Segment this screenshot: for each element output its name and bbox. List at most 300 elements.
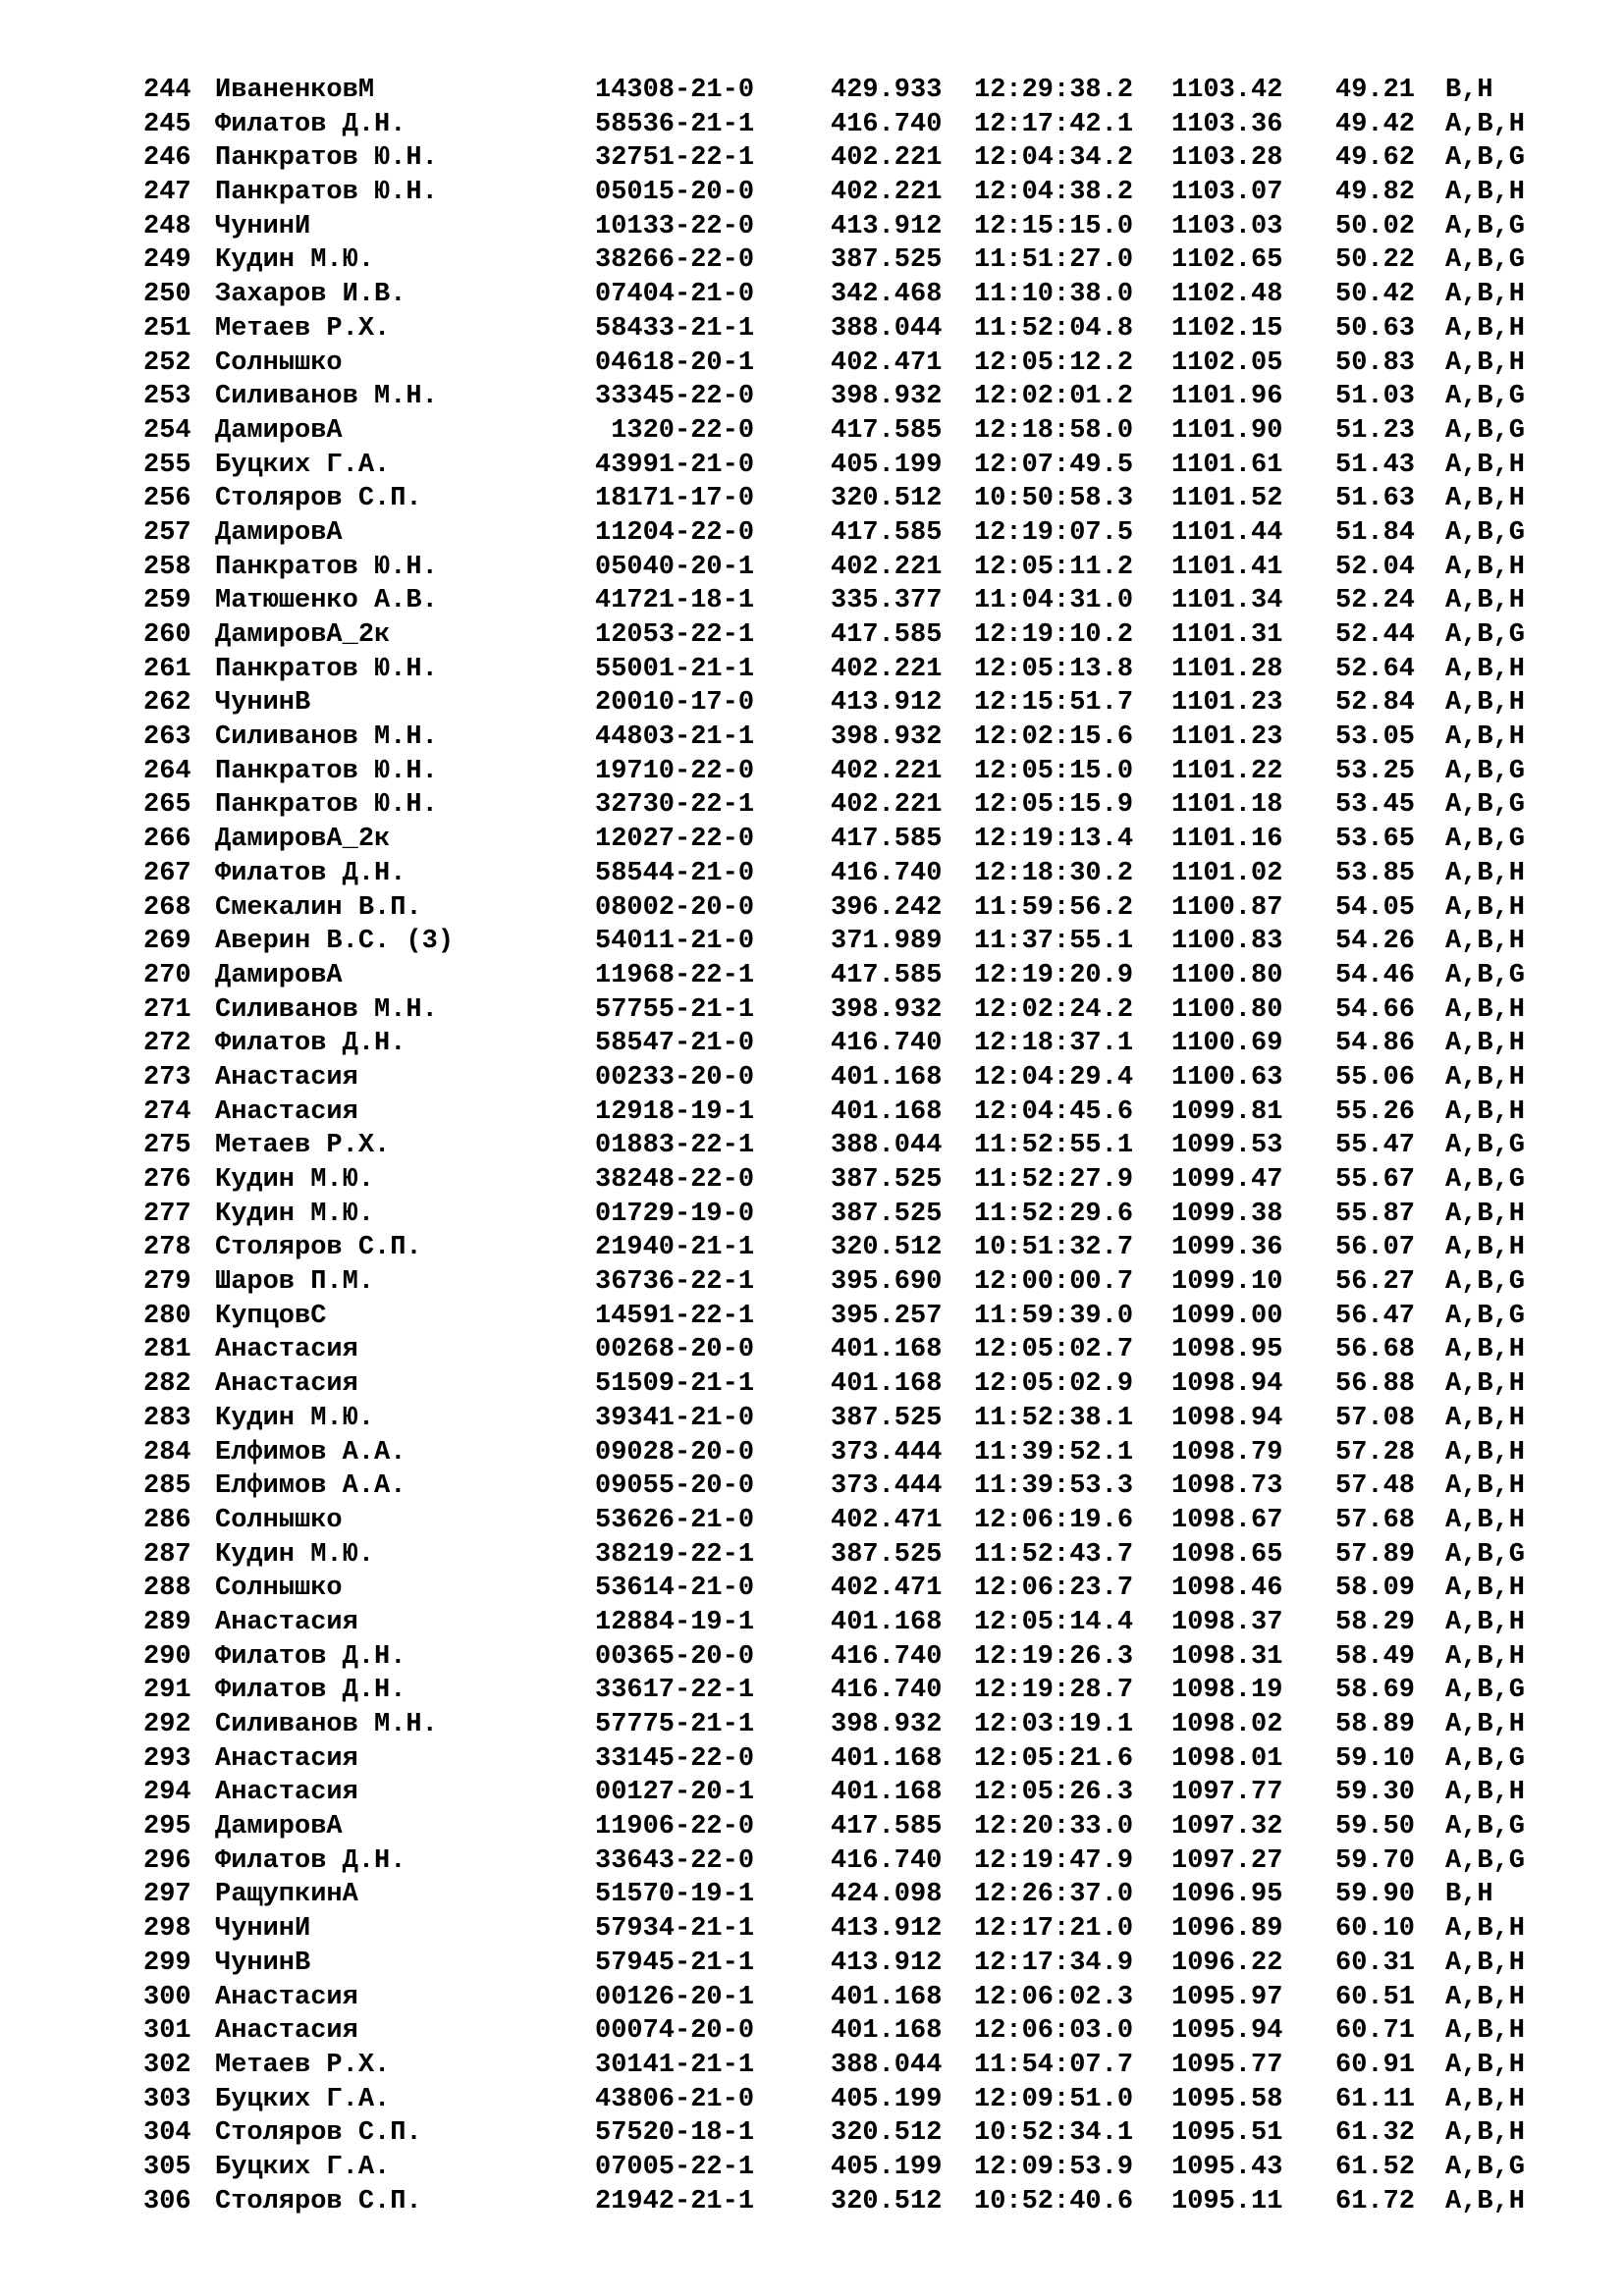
- distance: 388.044: [831, 2050, 943, 2080]
- fancier-name: Панкратов Ю.Н.: [215, 654, 438, 684]
- distance: 387.525: [831, 1165, 943, 1195]
- category-flags: A,B,G: [1445, 1539, 1526, 1570]
- fancier-name: Солнышко: [215, 1505, 343, 1535]
- place-number: 277: [143, 1199, 191, 1229]
- place-number: 298: [143, 1914, 191, 1945]
- ring-number: 21942-21-1: [595, 2186, 755, 2216]
- arrival-time: 11:52:27.9: [974, 1165, 1134, 1195]
- category-flags: A,B,H: [1445, 1369, 1526, 1400]
- speed: 1101.16: [1171, 825, 1283, 855]
- fancier-name: Панкратов Ю.Н.: [215, 178, 438, 208]
- arrival-time: 11:52:29.6: [974, 1199, 1134, 1229]
- arrival-time: 12:18:37.1: [974, 1029, 1134, 1059]
- category-flags: A,B,H: [1445, 586, 1526, 616]
- ring-number: 51570-19-1: [595, 1880, 755, 1910]
- ring-number: 00233-20-0: [595, 1062, 755, 1093]
- speed: 1095.43: [1171, 2152, 1283, 2182]
- arrival-time: 10:52:34.1: [974, 2118, 1134, 2149]
- ring-number: 12918-19-1: [595, 1096, 755, 1127]
- fancier-name: Анастасия: [215, 1062, 358, 1093]
- category-flags: A,B,G: [1445, 756, 1526, 786]
- category-flags: A,B,H: [1445, 484, 1526, 514]
- coefficient: 61.11: [1335, 2084, 1416, 2114]
- coefficient: 56.27: [1335, 1267, 1416, 1298]
- coefficient: 55.47: [1335, 1131, 1416, 1161]
- speed: 1098.37: [1171, 1607, 1283, 1637]
- ring-number: 09055-20-0: [595, 1471, 755, 1502]
- arrival-time: 12:02:01.2: [974, 382, 1134, 412]
- distance: 401.168: [831, 1778, 943, 1808]
- speed: 1101.23: [1171, 722, 1283, 753]
- distance: 401.168: [831, 1335, 943, 1365]
- fancier-name: Смекалин В.П.: [215, 892, 422, 923]
- category-flags: A,B,G: [1445, 245, 1526, 276]
- speed: 1098.02: [1171, 1710, 1283, 1739]
- place-number: 267: [143, 858, 191, 888]
- speed: 1103.36: [1171, 109, 1283, 139]
- place-number: 252: [143, 347, 191, 378]
- arrival-time: 10:51:32.7: [974, 1233, 1134, 1263]
- speed: 1098.95: [1171, 1335, 1283, 1365]
- distance: 413.912: [831, 1914, 943, 1945]
- speed: 1101.23: [1171, 688, 1283, 719]
- place-number: 292: [143, 1710, 191, 1739]
- speed: 1101.31: [1171, 620, 1283, 650]
- arrival-time: 12:18:30.2: [974, 858, 1134, 888]
- fancier-name: Столяров С.П.: [215, 1233, 422, 1263]
- coefficient: 58.29: [1335, 1607, 1416, 1637]
- place-number: 248: [143, 211, 191, 241]
- distance: 401.168: [831, 1743, 943, 1774]
- coefficient: 52.44: [1335, 620, 1416, 650]
- coefficient: 51.23: [1335, 415, 1416, 446]
- distance: 402.221: [831, 178, 943, 208]
- ring-number: 08002-20-0: [595, 892, 755, 923]
- distance: 387.525: [831, 1403, 943, 1433]
- fancier-name: Анастасия: [215, 1778, 358, 1808]
- distance: 320.512: [831, 1233, 943, 1263]
- arrival-time: 11:52:38.1: [974, 1403, 1134, 1433]
- fancier-name: Матюшенко А.В.: [215, 586, 438, 616]
- ring-number: 14308-21-0: [595, 76, 755, 105]
- ring-number: 38266-22-0: [595, 245, 755, 276]
- speed: 1095.77: [1171, 2050, 1283, 2080]
- fancier-name: ДамировА_2к: [215, 620, 391, 650]
- place-number: 306: [143, 2186, 191, 2216]
- distance: 413.912: [831, 1948, 943, 1978]
- speed: 1095.51: [1171, 2118, 1283, 2149]
- coefficient: 60.71: [1335, 2016, 1416, 2047]
- arrival-time: 11:59:56.2: [974, 892, 1134, 923]
- distance: 417.585: [831, 517, 943, 548]
- coefficient: 53.65: [1335, 825, 1416, 855]
- arrival-time: 12:00:00.7: [974, 1267, 1134, 1298]
- distance: 413.912: [831, 688, 943, 719]
- place-number: 251: [143, 313, 191, 344]
- coefficient: 56.47: [1335, 1301, 1416, 1331]
- fancier-name: Силиванов М.Н.: [215, 994, 438, 1025]
- place-number: 253: [143, 382, 191, 412]
- arrival-time: 12:04:29.4: [974, 1062, 1134, 1093]
- fancier-name: Елфимов А.А.: [215, 1471, 406, 1502]
- arrival-time: 11:37:55.1: [974, 927, 1134, 957]
- fancier-name: Кудин М.Ю.: [215, 1403, 375, 1433]
- category-flags: A,B,H: [1445, 347, 1526, 378]
- place-number: 261: [143, 654, 191, 684]
- coefficient: 59.10: [1335, 1743, 1416, 1774]
- distance: 320.512: [831, 2118, 943, 2149]
- fancier-name: Солнышко: [215, 1574, 343, 1604]
- ring-number: 00127-20-1: [595, 1778, 755, 1808]
- category-flags: A,B,H: [1445, 858, 1526, 888]
- distance: 320.512: [831, 2186, 943, 2216]
- distance: 416.740: [831, 1641, 943, 1672]
- fancier-name: ДамировА: [215, 1812, 343, 1842]
- category-flags: A,B,H: [1445, 1948, 1526, 1978]
- coefficient: 58.49: [1335, 1641, 1416, 1672]
- ring-number: 07404-21-0: [595, 280, 755, 310]
- arrival-time: 12:05:13.8: [974, 654, 1134, 684]
- place-number: 272: [143, 1029, 191, 1059]
- fancier-name: Филатов Д.Н.: [215, 1676, 406, 1706]
- place-number: 285: [143, 1471, 191, 1502]
- place-number: 249: [143, 245, 191, 276]
- speed: 1099.00: [1171, 1301, 1283, 1331]
- coefficient: 55.26: [1335, 1096, 1416, 1127]
- distance: 398.932: [831, 722, 943, 753]
- ring-number: 58536-21-1: [595, 109, 755, 139]
- category-flags: A,B,H: [1445, 1607, 1526, 1637]
- place-number: 304: [143, 2118, 191, 2149]
- place-number: 299: [143, 1948, 191, 1978]
- speed: 1101.61: [1171, 450, 1283, 480]
- distance: 387.525: [831, 1539, 943, 1570]
- distance: 416.740: [831, 1676, 943, 1706]
- fancier-name: Столяров С.П.: [215, 484, 422, 514]
- category-flags: A,B,H: [1445, 2050, 1526, 2080]
- coefficient: 51.43: [1335, 450, 1416, 480]
- coefficient: 51.63: [1335, 484, 1416, 514]
- arrival-time: 11:39:53.3: [974, 1471, 1134, 1502]
- coefficient: 57.48: [1335, 1471, 1416, 1502]
- arrival-time: 11:52:55.1: [974, 1131, 1134, 1161]
- distance: 371.989: [831, 927, 943, 957]
- speed: 1103.42: [1171, 76, 1283, 105]
- ring-number: 09028-20-0: [595, 1437, 755, 1468]
- coefficient: 58.69: [1335, 1676, 1416, 1706]
- distance: 417.585: [831, 960, 943, 990]
- category-flags: A,B,G: [1445, 1743, 1526, 1774]
- category-flags: A,B,H: [1445, 2186, 1526, 2216]
- category-flags: A,B,G: [1445, 1165, 1526, 1195]
- place-number: 246: [143, 143, 191, 174]
- distance: 402.221: [831, 790, 943, 821]
- arrival-time: 12:03:19.1: [974, 1710, 1134, 1739]
- coefficient: 50.02: [1335, 211, 1416, 241]
- ring-number: 33145-22-0: [595, 1743, 755, 1774]
- place-number: 276: [143, 1165, 191, 1195]
- arrival-time: 10:50:58.3: [974, 484, 1134, 514]
- category-flags: A,B,G: [1445, 382, 1526, 412]
- ring-number: 11968-22-1: [595, 960, 755, 990]
- fancier-name: Столяров С.П.: [215, 2118, 422, 2149]
- category-flags: A,B,H: [1445, 892, 1526, 923]
- fancier-name: ЧунинИ: [215, 211, 311, 241]
- place-number: 279: [143, 1267, 191, 1298]
- fancier-name: Филатов Д.Н.: [215, 1641, 406, 1672]
- fancier-name: ЧунинВ: [215, 1948, 311, 1978]
- distance: 405.199: [831, 2152, 943, 2182]
- distance: 398.932: [831, 994, 943, 1025]
- fancier-name: Буцких Г.А.: [215, 2084, 391, 2114]
- place-number: 297: [143, 1880, 191, 1910]
- category-flags: A,B,H: [1445, 2084, 1526, 2114]
- arrival-time: 12:05:02.7: [974, 1335, 1134, 1365]
- place-number: 257: [143, 517, 191, 548]
- place-number: 280: [143, 1301, 191, 1331]
- arrival-time: 12:04:34.2: [974, 143, 1134, 174]
- fancier-name: Анастасия: [215, 1335, 358, 1365]
- ring-number: 11204-22-0: [595, 517, 755, 548]
- ring-number: 38248-22-0: [595, 1165, 755, 1195]
- arrival-time: 12:02:24.2: [974, 994, 1134, 1025]
- coefficient: 51.84: [1335, 517, 1416, 548]
- ring-number: 57934-21-1: [595, 1914, 755, 1945]
- fancier-name: ЧунинИ: [215, 1914, 311, 1945]
- place-number: 296: [143, 1845, 191, 1876]
- ring-number: 04618-20-1: [595, 347, 755, 378]
- distance: 402.221: [831, 654, 943, 684]
- category-flags: A,B,H: [1445, 1641, 1526, 1672]
- place-number: 301: [143, 2016, 191, 2047]
- place-number: 255: [143, 450, 191, 480]
- category-flags: A,B,H: [1445, 1029, 1526, 1059]
- fancier-name: Кудин М.Ю.: [215, 1165, 375, 1195]
- fancier-name: РащупкинА: [215, 1880, 358, 1910]
- ring-number: 53626-21-0: [595, 1505, 755, 1535]
- distance: 401.168: [831, 2016, 943, 2047]
- category-flags: A,B,H: [1445, 1574, 1526, 1604]
- arrival-time: 12:29:38.2: [974, 76, 1134, 105]
- category-flags: A,B,G: [1445, 1267, 1526, 1298]
- distance: 417.585: [831, 415, 943, 446]
- arrival-time: 12:19:20.9: [974, 960, 1134, 990]
- coefficient: 50.63: [1335, 313, 1416, 344]
- speed: 1098.94: [1171, 1369, 1283, 1400]
- distance: 417.585: [831, 1812, 943, 1842]
- fancier-name: Анастасия: [215, 1369, 358, 1400]
- ring-number: 00074-20-0: [595, 2016, 755, 2047]
- place-number: 245: [143, 109, 191, 139]
- speed: 1103.07: [1171, 178, 1283, 208]
- fancier-name: Шаров П.М.: [215, 1267, 375, 1298]
- ring-number: 12884-19-1: [595, 1607, 755, 1637]
- ring-number: 01883-22-1: [595, 1131, 755, 1161]
- speed: 1102.05: [1171, 347, 1283, 378]
- speed: 1102.65: [1171, 245, 1283, 276]
- category-flags: A,B,H: [1445, 927, 1526, 957]
- speed: 1101.28: [1171, 654, 1283, 684]
- fancier-name: Панкратов Ю.Н.: [215, 143, 438, 174]
- distance: 402.471: [831, 1505, 943, 1535]
- ring-number: 38219-22-1: [595, 1539, 755, 1570]
- fancier-name: Филатов Д.Н.: [215, 858, 406, 888]
- place-number: 247: [143, 178, 191, 208]
- category-flags: A,B,H: [1445, 280, 1526, 310]
- arrival-time: 12:17:21.0: [974, 1914, 1134, 1945]
- arrival-time: 12:20:33.0: [974, 1812, 1134, 1842]
- fancier-name: Метаев Р.Х.: [215, 1131, 391, 1161]
- fancier-name: Метаев Р.Х.: [215, 2050, 391, 2080]
- coefficient: 60.51: [1335, 1982, 1416, 2012]
- fancier-name: Захаров И.В.: [215, 280, 406, 310]
- category-flags: A,B,G: [1445, 1131, 1526, 1161]
- place-number: 256: [143, 484, 191, 514]
- place-number: 266: [143, 825, 191, 855]
- distance: 395.257: [831, 1301, 943, 1331]
- category-flags: A,B,G: [1445, 790, 1526, 821]
- ring-number: 57945-21-1: [595, 1948, 755, 1978]
- arrival-time: 11:51:27.0: [974, 245, 1134, 276]
- arrival-time: 12:05:26.3: [974, 1778, 1134, 1808]
- place-number: 260: [143, 620, 191, 650]
- category-flags: A,B,H: [1445, 1199, 1526, 1229]
- distance: 373.444: [831, 1471, 943, 1502]
- place-number: 281: [143, 1335, 191, 1365]
- coefficient: 54.46: [1335, 960, 1416, 990]
- arrival-time: 12:05:15.0: [974, 756, 1134, 786]
- fancier-name: Филатов Д.Н.: [215, 1845, 406, 1876]
- ring-number: 51509-21-1: [595, 1369, 755, 1400]
- place-number: 263: [143, 722, 191, 753]
- speed: 1099.36: [1171, 1233, 1283, 1263]
- category-flags: A,B,H: [1445, 1403, 1526, 1433]
- category-flags: A,B,H: [1445, 1914, 1526, 1945]
- ring-number: 43806-21-0: [595, 2084, 755, 2114]
- ring-number: 58547-21-0: [595, 1029, 755, 1059]
- speed: 1097.77: [1171, 1778, 1283, 1808]
- place-number: 278: [143, 1233, 191, 1263]
- fancier-name: Буцких Г.А.: [215, 2152, 391, 2182]
- coefficient: 54.26: [1335, 927, 1416, 957]
- speed: 1095.94: [1171, 2016, 1283, 2047]
- category-flags: A,B,G: [1445, 143, 1526, 174]
- arrival-time: 11:59:39.0: [974, 1301, 1134, 1331]
- distance: 402.221: [831, 143, 943, 174]
- ring-number: 57755-21-1: [595, 994, 755, 1025]
- distance: 402.471: [831, 1574, 943, 1604]
- distance: 401.168: [831, 1096, 943, 1127]
- coefficient: 58.09: [1335, 1574, 1416, 1604]
- ring-number: 58544-21-0: [595, 858, 755, 888]
- coefficient: 55.67: [1335, 1165, 1416, 1195]
- category-flags: A,B,H: [1445, 1778, 1526, 1808]
- place-number: 282: [143, 1369, 191, 1400]
- category-flags: A,B,G: [1445, 825, 1526, 855]
- fancier-name: Панкратов Ю.Н.: [215, 756, 438, 786]
- category-flags: A,B,G: [1445, 415, 1526, 446]
- distance: 388.044: [831, 313, 943, 344]
- coefficient: 49.21: [1335, 76, 1416, 105]
- place-number: 265: [143, 790, 191, 821]
- ring-number: 01729-19-0: [595, 1199, 755, 1229]
- fancier-name: Силиванов М.Н.: [215, 1710, 438, 1739]
- coefficient: 55.06: [1335, 1062, 1416, 1093]
- ring-number: 44803-21-1: [595, 722, 755, 753]
- arrival-time: 12:19:07.5: [974, 517, 1134, 548]
- arrival-time: 12:05:02.9: [974, 1369, 1134, 1400]
- distance: 416.740: [831, 1029, 943, 1059]
- ring-number: 36736-22-1: [595, 1267, 755, 1298]
- category-flags: A,B,H: [1445, 2118, 1526, 2149]
- speed: 1098.73: [1171, 1471, 1283, 1502]
- arrival-time: 12:17:34.9: [974, 1948, 1134, 1978]
- ring-number: 54011-21-0: [595, 927, 755, 957]
- coefficient: 53.25: [1335, 756, 1416, 786]
- place-number: 303: [143, 2084, 191, 2114]
- arrival-time: 12:19:13.4: [974, 825, 1134, 855]
- distance: 405.199: [831, 2084, 943, 2114]
- fancier-name: Кудин М.Ю.: [215, 1199, 375, 1229]
- coefficient: 49.62: [1335, 143, 1416, 174]
- speed: 1098.31: [1171, 1641, 1283, 1672]
- speed: 1101.02: [1171, 858, 1283, 888]
- category-flags: A,B,H: [1445, 688, 1526, 719]
- ring-number: 58433-21-1: [595, 313, 755, 344]
- category-flags: A,B,H: [1445, 552, 1526, 582]
- distance: 402.471: [831, 347, 943, 378]
- arrival-time: 12:15:15.0: [974, 211, 1134, 241]
- fancier-name: ДамировА: [215, 960, 343, 990]
- coefficient: 57.28: [1335, 1437, 1416, 1468]
- distance: 387.525: [831, 245, 943, 276]
- fancier-name: Силиванов М.Н.: [215, 722, 438, 753]
- ring-number: 57520-18-1: [595, 2118, 755, 2149]
- coefficient: 53.85: [1335, 858, 1416, 888]
- ring-number: 14591-22-1: [595, 1301, 755, 1331]
- category-flags: B,H: [1445, 1880, 1493, 1910]
- category-flags: A,B,H: [1445, 1710, 1526, 1739]
- arrival-time: 12:17:42.1: [974, 109, 1134, 139]
- speed: 1103.03: [1171, 211, 1283, 241]
- ring-number: 05040-20-1: [595, 552, 755, 582]
- arrival-time: 12:05:14.4: [974, 1607, 1134, 1637]
- speed: 1097.32: [1171, 1812, 1283, 1842]
- fancier-name: Буцких Г.А.: [215, 450, 391, 480]
- distance: 405.199: [831, 450, 943, 480]
- distance: 417.585: [831, 825, 943, 855]
- place-number: 273: [143, 1062, 191, 1093]
- arrival-time: 12:06:19.6: [974, 1505, 1134, 1535]
- place-number: 250: [143, 280, 191, 310]
- place-number: 254: [143, 415, 191, 446]
- fancier-name: Столяров С.П.: [215, 2186, 422, 2216]
- distance: 396.242: [831, 892, 943, 923]
- place-number: 262: [143, 688, 191, 719]
- arrival-time: 12:07:49.5: [974, 450, 1134, 480]
- speed: 1096.95: [1171, 1880, 1283, 1910]
- coefficient: 49.42: [1335, 109, 1416, 139]
- place-number: 258: [143, 552, 191, 582]
- coefficient: 54.05: [1335, 892, 1416, 923]
- speed: 1100.63: [1171, 1062, 1283, 1093]
- category-flags: A,B,H: [1445, 313, 1526, 344]
- arrival-time: 11:52:04.8: [974, 313, 1134, 344]
- category-flags: A,B,H: [1445, 654, 1526, 684]
- place-number: 291: [143, 1676, 191, 1706]
- distance: 401.168: [831, 1982, 943, 2012]
- speed: 1095.11: [1171, 2186, 1283, 2216]
